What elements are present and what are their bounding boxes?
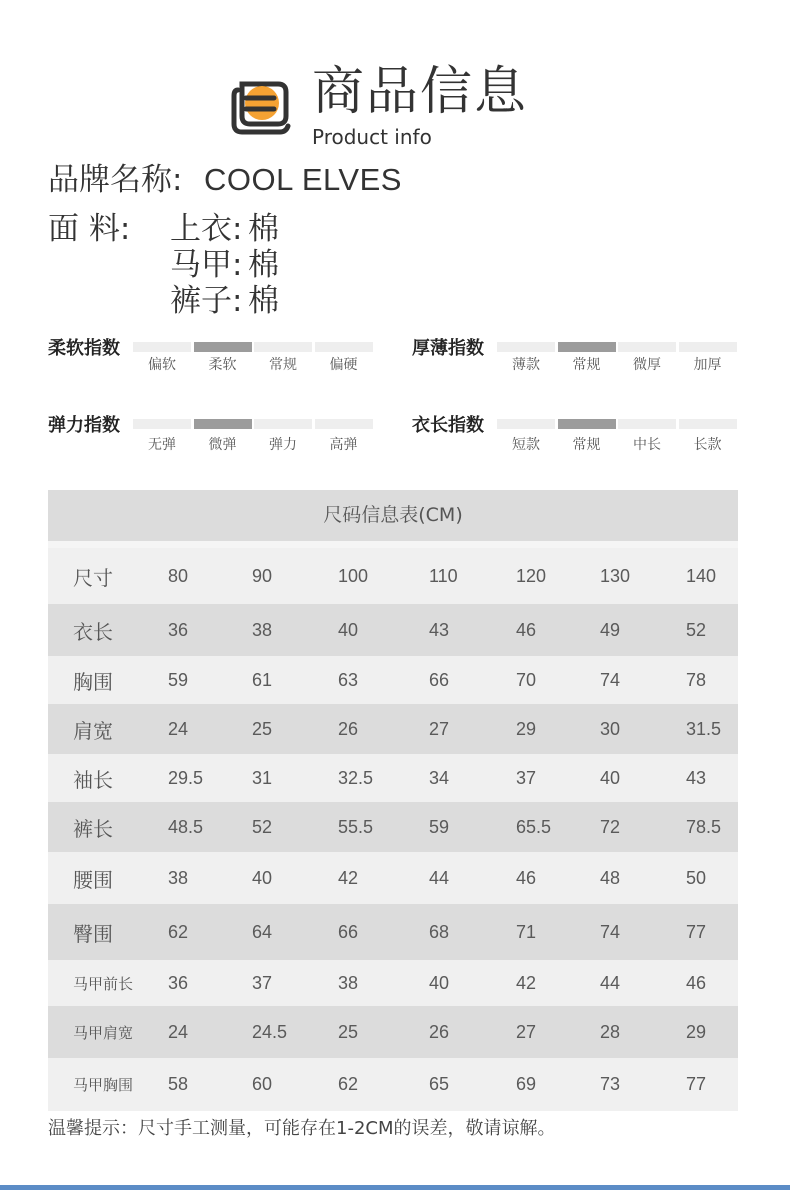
table-cell: 48 xyxy=(600,867,621,888)
table-cell: 37 xyxy=(252,972,273,993)
table-cell: 36 xyxy=(168,619,189,640)
table-cell: 34 xyxy=(429,767,450,788)
table-cell: 66 xyxy=(338,921,359,942)
row-label: 裤长 xyxy=(73,816,113,841)
material-item-name: 马甲 xyxy=(170,247,232,283)
row-label: 袖长 xyxy=(73,767,113,792)
table-cell: 42 xyxy=(516,972,537,993)
row-label: 马甲胸围 xyxy=(73,1076,134,1094)
table-cell: 32.5 xyxy=(338,767,374,788)
table-cell: 46 xyxy=(686,972,707,993)
row-label: 尺寸 xyxy=(73,565,113,590)
table-cell: 52 xyxy=(686,619,707,640)
index-label: 衣长指数 xyxy=(412,415,484,436)
table-row xyxy=(48,960,738,1006)
index-option-label: 高弹 xyxy=(329,437,358,453)
table-cell: 38 xyxy=(338,972,359,993)
material-item-colon: : xyxy=(232,247,243,283)
table-cell: 25 xyxy=(252,718,273,739)
row-label: 马甲前长 xyxy=(73,974,134,993)
table-cell: 49 xyxy=(600,619,621,640)
table-cell: 24.5 xyxy=(252,1021,288,1042)
table-cell: 27 xyxy=(429,718,450,739)
index-option-label: 偏硬 xyxy=(329,357,358,373)
table-cell: 61 xyxy=(252,669,273,690)
table-cell: 44 xyxy=(429,867,450,888)
row-label: 马甲肩宽 xyxy=(73,1023,134,1042)
index-option-label: 常规 xyxy=(269,357,297,373)
material-item-name: 裤子 xyxy=(170,283,232,319)
page-title: 商品信息 xyxy=(312,62,529,122)
table-cell: 77 xyxy=(686,921,707,942)
table-cell: 77 xyxy=(686,1074,707,1094)
table-cell: 29.5 xyxy=(168,767,204,788)
table-cell: 68 xyxy=(429,921,450,942)
table-cell: 29 xyxy=(516,718,537,739)
table-cell: 72 xyxy=(600,816,621,837)
index-segment xyxy=(254,419,312,429)
table-cell: 28 xyxy=(600,1021,621,1042)
table-cell: 44 xyxy=(600,972,621,993)
table-cell: 27 xyxy=(516,1021,537,1042)
index-segment xyxy=(497,342,555,352)
row-label: 衣长 xyxy=(73,619,113,644)
table-cell: 24 xyxy=(168,718,189,739)
index-segment-selected xyxy=(558,419,616,429)
table-cell: 78 xyxy=(686,669,707,690)
table-row xyxy=(48,1006,738,1058)
table-cell: 46 xyxy=(516,867,537,888)
table-cell: 29 xyxy=(686,1021,707,1042)
table-cell: 60 xyxy=(252,1074,273,1094)
index-segment xyxy=(618,342,676,352)
table-cell: 48.5 xyxy=(168,816,204,837)
row-label: 肩宽 xyxy=(73,718,113,743)
table-cell: 58 xyxy=(168,1074,189,1094)
page-subtitle: Product info xyxy=(312,125,432,149)
table-cell: 31 xyxy=(252,767,273,788)
material-item-value: 棉 xyxy=(248,283,279,319)
table-cell: 30 xyxy=(600,718,621,739)
bottom-divider xyxy=(0,1185,790,1190)
table-cell: 43 xyxy=(429,619,450,640)
table-cell: 38 xyxy=(168,867,189,888)
table-cell: 40 xyxy=(600,767,621,788)
table-cell: 120 xyxy=(516,565,547,586)
row-label: 胸围 xyxy=(73,669,113,694)
index-segment xyxy=(679,342,737,352)
index-segment-selected xyxy=(558,342,616,352)
index-segment xyxy=(679,419,737,429)
row-label: 腰围 xyxy=(73,867,113,892)
index-option-label: 无弹 xyxy=(148,437,176,453)
material-item-value: 棉 xyxy=(248,211,279,247)
table-cell: 42 xyxy=(338,867,359,888)
table-cell: 140 xyxy=(686,565,717,586)
table-cell: 74 xyxy=(600,669,621,690)
brand-value: COOL ELVES xyxy=(204,162,402,197)
table-cell: 62 xyxy=(338,1074,359,1094)
table-row xyxy=(48,802,738,852)
table-cell: 100 xyxy=(338,565,369,586)
table-row xyxy=(48,548,738,604)
index-segment xyxy=(315,419,373,429)
table-cell: 110 xyxy=(429,565,458,586)
table-cell: 64 xyxy=(252,921,273,942)
index-option-label: 柔软 xyxy=(208,357,237,373)
index-option-label: 加厚 xyxy=(693,357,722,373)
table-cell: 31.5 xyxy=(686,718,722,739)
table-cell: 59 xyxy=(168,669,189,690)
table-cell: 37 xyxy=(516,767,537,788)
table-cell: 90 xyxy=(252,565,273,586)
table-cell: 38 xyxy=(252,619,273,640)
table-row xyxy=(48,604,738,656)
table-cell: 70 xyxy=(516,669,537,690)
table-cell: 40 xyxy=(338,619,359,640)
table-cell: 55.5 xyxy=(338,816,374,837)
table-row xyxy=(48,754,738,802)
material-item-colon: : xyxy=(232,283,243,319)
index-option-label: 长款 xyxy=(693,437,722,453)
index-option-label: 薄款 xyxy=(512,357,540,373)
table-row xyxy=(48,1058,738,1111)
table-cell: 73 xyxy=(600,1074,621,1094)
table-cell: 52 xyxy=(252,816,273,837)
brand-label: 品牌名称: xyxy=(48,162,183,198)
table-cell: 71 xyxy=(516,921,537,942)
index-segment-selected xyxy=(194,419,252,429)
table-cell: 26 xyxy=(338,718,359,739)
table-cell: 63 xyxy=(338,669,359,690)
table-cell: 43 xyxy=(686,767,707,788)
measurement-tip: 温馨提示：尺寸手工测量，可能存在1-2CM的误差，敬请谅解。 xyxy=(48,1118,556,1139)
table-row xyxy=(48,656,738,704)
index-option-label: 微弹 xyxy=(208,437,237,453)
index-option-label: 中长 xyxy=(633,437,661,453)
table-cell: 65.5 xyxy=(516,816,552,837)
material-item-name: 上衣 xyxy=(170,211,232,247)
table-cell: 62 xyxy=(168,921,189,942)
table-cell: 46 xyxy=(516,619,537,640)
index-option-label: 弹力 xyxy=(269,437,297,453)
material-item-colon: : xyxy=(232,211,243,247)
index-label: 厚薄指数 xyxy=(412,338,484,359)
index-segment xyxy=(133,342,191,352)
index-option-label: 微厚 xyxy=(633,357,661,373)
table-cell: 40 xyxy=(429,972,450,993)
table-cell: 24 xyxy=(168,1021,189,1042)
index-option-label: 偏软 xyxy=(148,357,176,373)
table-cell: 78.5 xyxy=(686,816,722,837)
table-cell: 26 xyxy=(429,1021,450,1042)
index-label: 弹力指数 xyxy=(48,415,120,436)
index-segment xyxy=(133,419,191,429)
table-cell: 65 xyxy=(429,1074,450,1094)
table-cell: 40 xyxy=(252,867,273,888)
table-row xyxy=(48,852,738,904)
list-document-icon xyxy=(228,76,294,138)
material-label: 面 料: xyxy=(48,211,131,247)
table-cell: 69 xyxy=(516,1074,537,1094)
table-row xyxy=(48,904,738,960)
index-option-label: 短款 xyxy=(512,437,540,453)
table-row xyxy=(48,704,738,754)
index-option-label: 常规 xyxy=(572,357,601,373)
index-segment xyxy=(254,342,312,352)
table-cell: 59 xyxy=(429,816,450,837)
table-cell: 130 xyxy=(600,565,631,586)
table-cell: 74 xyxy=(600,921,621,942)
table-cell: 80 xyxy=(168,565,189,586)
index-segment xyxy=(497,419,555,429)
index-segment xyxy=(618,419,676,429)
index-segment-selected xyxy=(194,342,252,352)
table-cell: 50 xyxy=(686,867,707,888)
table-cell: 36 xyxy=(168,972,189,993)
table-cell: 25 xyxy=(338,1021,359,1042)
index-label: 柔软指数 xyxy=(48,338,120,359)
row-label: 臀围 xyxy=(73,921,113,946)
table-cell: 66 xyxy=(429,669,450,690)
index-segment xyxy=(315,342,373,352)
size-table-title: 尺码信息表(CM) xyxy=(48,490,738,541)
index-option-label: 常规 xyxy=(572,437,601,453)
material-item-value: 棉 xyxy=(248,247,279,283)
